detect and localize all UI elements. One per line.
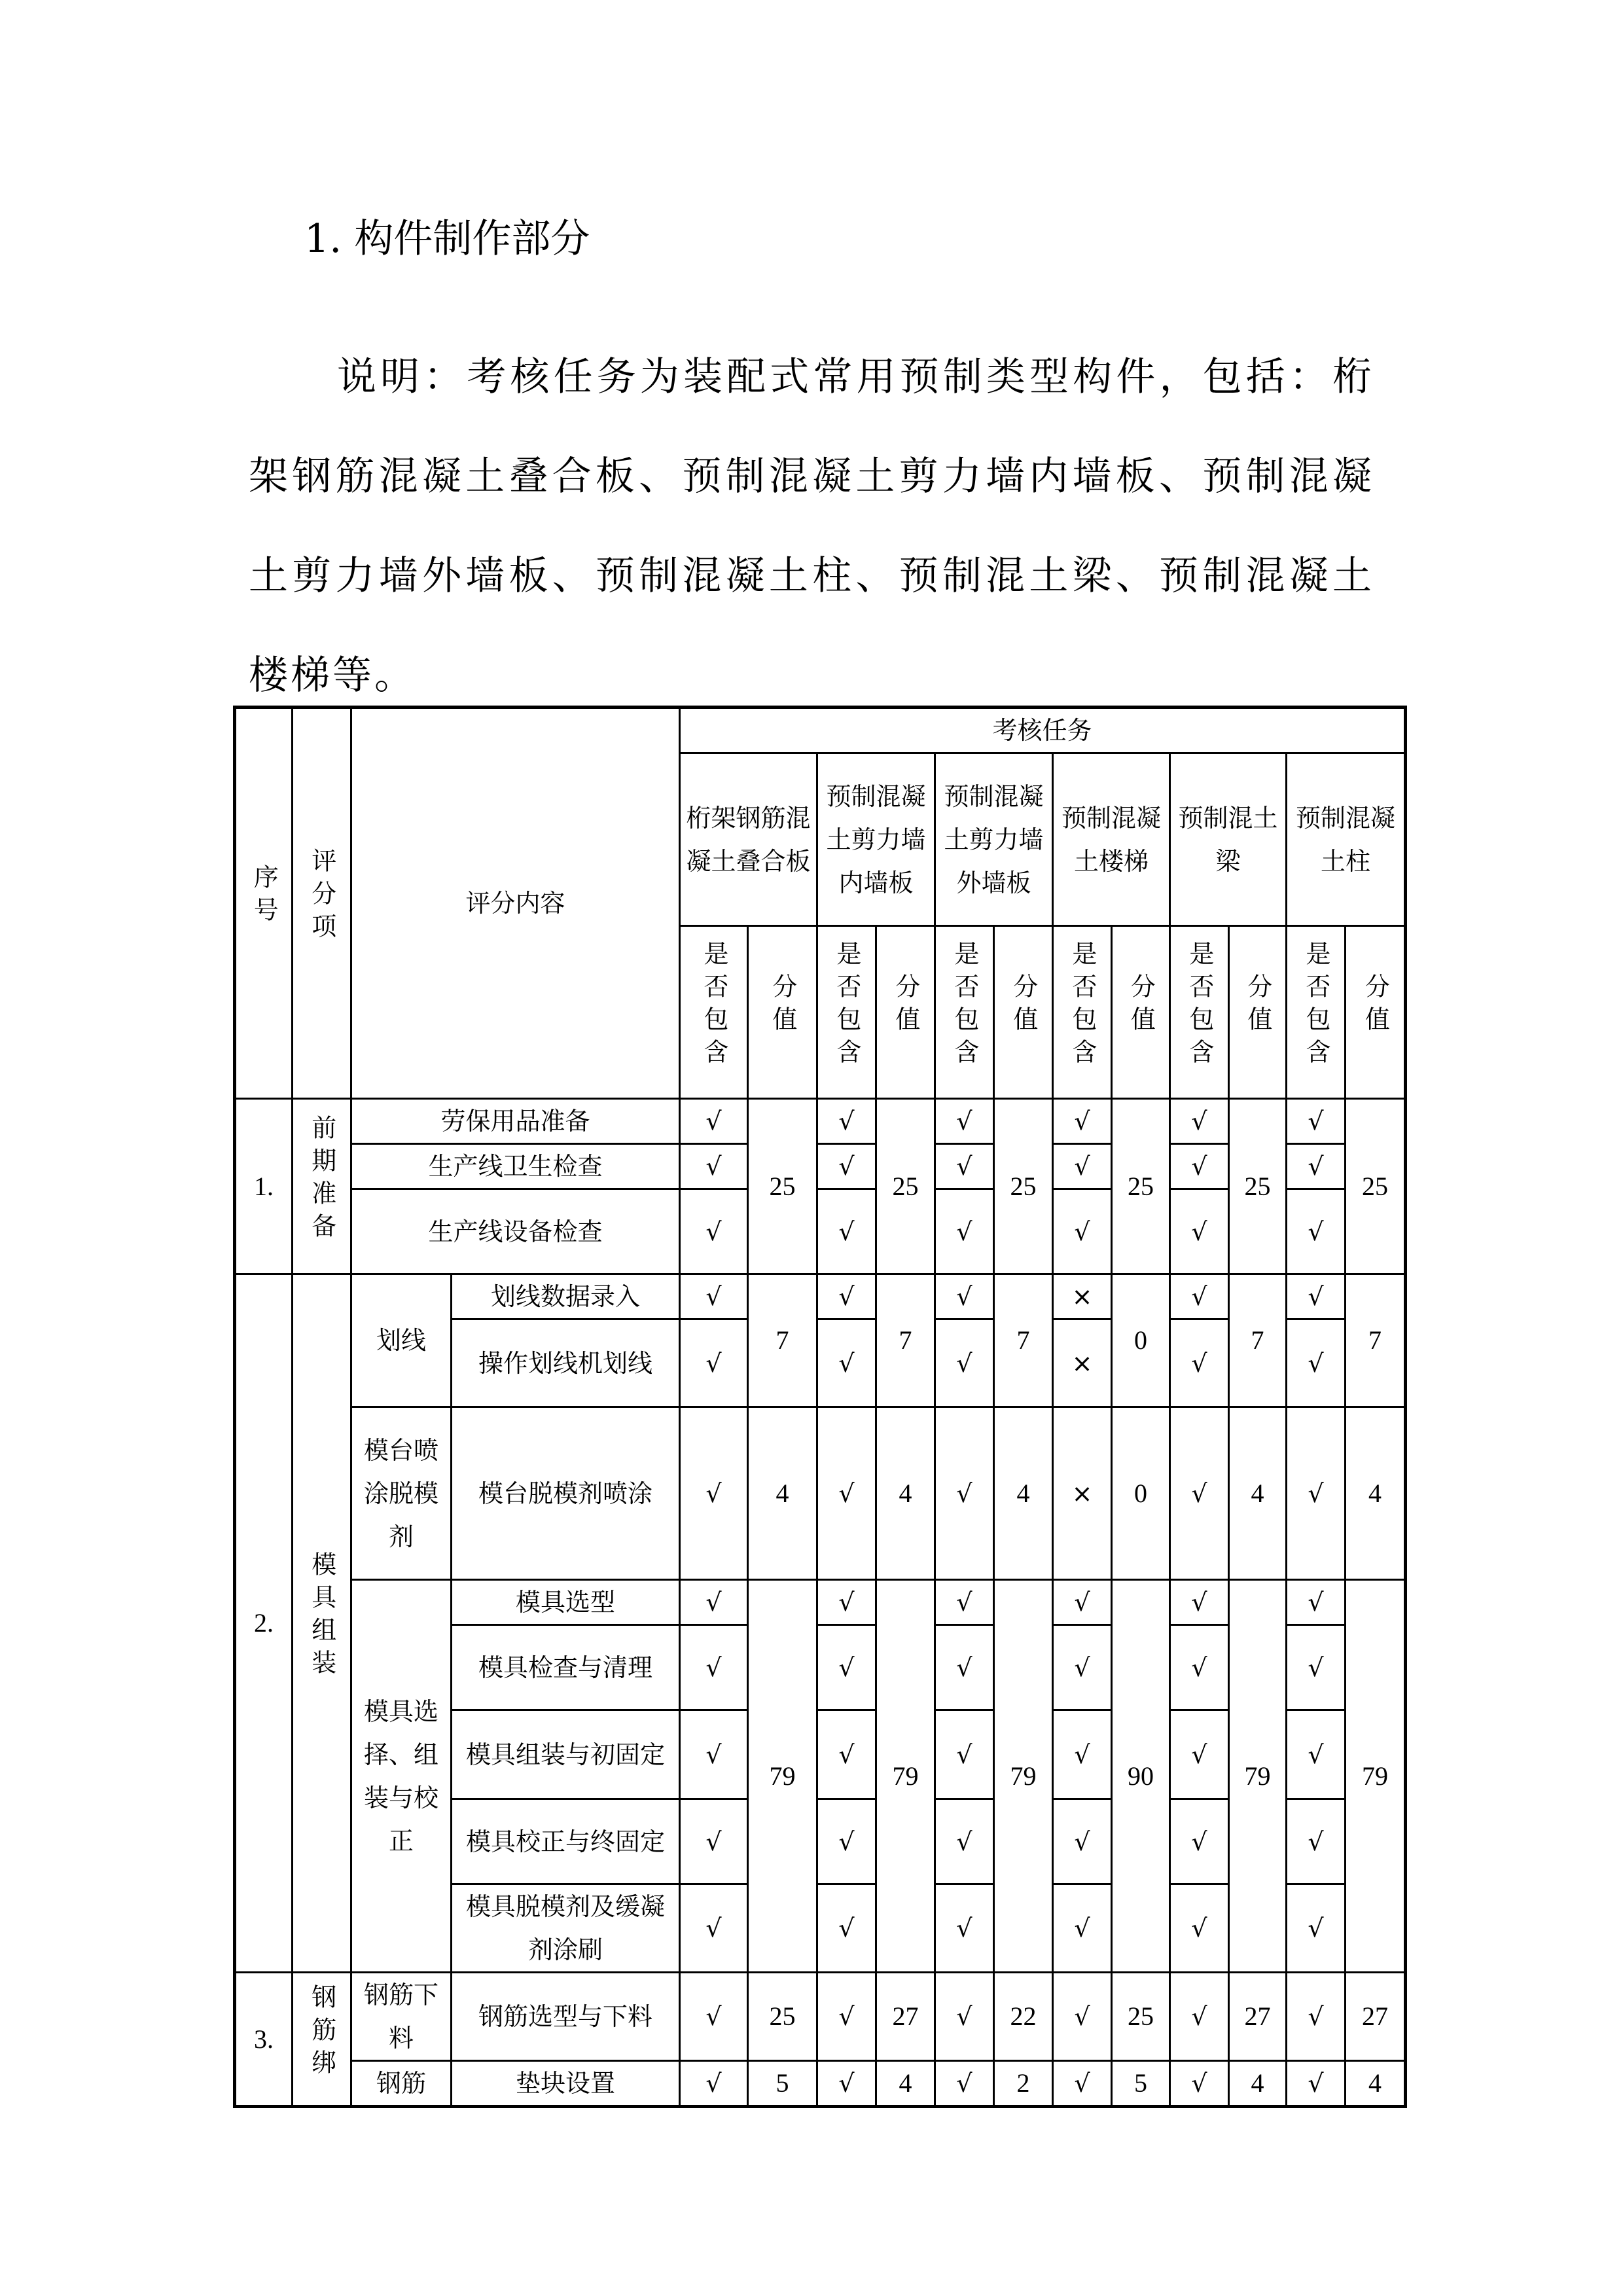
- header-included-2: 是否包含: [935, 926, 994, 1099]
- row-content: 操作划线机划线: [452, 1319, 680, 1407]
- score-value: 79: [876, 1580, 935, 1973]
- row-subitem: 钢筋: [351, 2061, 452, 2107]
- score-value: 27: [1346, 1973, 1406, 2061]
- row-content: 生产线设备检查: [351, 1189, 680, 1274]
- score-value: 0: [1112, 1407, 1170, 1580]
- included-mark: √: [1053, 1099, 1112, 1144]
- included-mark: √: [1170, 1710, 1229, 1799]
- row-item: 钢筋绑: [293, 1973, 351, 2107]
- included-mark: √: [935, 1144, 994, 1189]
- score-value: 5: [748, 2061, 817, 2107]
- table-row: [235, 1973, 1406, 2061]
- included-mark: √: [1287, 1973, 1346, 2061]
- included-mark: √: [817, 1099, 876, 1144]
- table-row: [235, 1580, 1406, 1625]
- included-mark: √: [1287, 1099, 1346, 1144]
- score-value: 25: [1112, 1973, 1170, 2061]
- included-mark: √: [817, 1580, 876, 1625]
- score-value: 7: [1346, 1274, 1406, 1407]
- included-mark: √: [817, 1319, 876, 1407]
- included-mark: ×: [1053, 1274, 1112, 1319]
- table-row: [235, 2061, 1406, 2107]
- row-subitem: 钢筋下料: [351, 1973, 452, 2061]
- included-mark: √: [680, 1625, 748, 1710]
- score-value: 79: [994, 1580, 1053, 1973]
- included-mark: √: [680, 1099, 748, 1144]
- header-score-3: 分值: [1112, 926, 1170, 1099]
- score-value: 4: [1229, 1407, 1287, 1580]
- row-item: 前期准备: [293, 1099, 351, 1274]
- row-content: 模具选型: [452, 1580, 680, 1625]
- header-score-4: 分值: [1229, 926, 1287, 1099]
- score-value: 79: [1346, 1580, 1406, 1973]
- header-score-1: 分值: [876, 926, 935, 1099]
- included-mark: √: [817, 1799, 876, 1884]
- included-mark: √: [935, 1973, 994, 2061]
- row-item: 模具组装: [293, 1274, 351, 1973]
- included-mark: ×: [1053, 1319, 1112, 1407]
- header-task-5: 预制混凝土柱: [1287, 753, 1406, 926]
- row-content: 模具校正与终固定: [452, 1799, 680, 1884]
- row-content: 划线数据录入: [452, 1274, 680, 1319]
- included-mark: √: [680, 1710, 748, 1799]
- included-mark: √: [680, 1319, 748, 1407]
- included-mark: √: [1170, 1799, 1229, 1884]
- table-row: [235, 1099, 1406, 1144]
- included-mark: √: [680, 1407, 748, 1580]
- header-task-group: 考核任务: [680, 708, 1406, 753]
- section-heading: 1. 构件制作部分: [304, 216, 590, 262]
- header-included-5: 是否包含: [1287, 926, 1346, 1099]
- included-mark: √: [935, 1580, 994, 1625]
- score-value: 4: [1346, 1407, 1406, 1580]
- included-mark: √: [935, 1407, 994, 1580]
- score-value: 25: [1112, 1099, 1170, 1274]
- included-mark: √: [1170, 1884, 1229, 1973]
- header-included-0: 是否包含: [680, 926, 748, 1099]
- row-content: 垫块设置: [452, 2061, 680, 2107]
- included-mark: √: [1170, 1144, 1229, 1189]
- description-paragraph: 说明：考核任务为装配式常用预制类型构件，包括：桁架钢筋混凝土叠合板、预制混凝土剪力墙内墙板、预制混凝土剪力墙外墙板、预制混凝土柱、预制混土梁、预制混凝土楼梯等。: [249, 354, 1374, 698]
- score-value: 4: [1229, 2061, 1287, 2107]
- score-value: 4: [994, 1407, 1053, 1580]
- included-mark: √: [1053, 1884, 1112, 1973]
- included-mark: √: [1287, 1884, 1346, 1973]
- score-value: 4: [876, 1407, 935, 1580]
- header-score-5: 分值: [1346, 926, 1406, 1099]
- included-mark: √: [1170, 1580, 1229, 1625]
- header-task-1: 预制混凝土剪力墙内墙板: [817, 753, 935, 926]
- included-mark: √: [1287, 2061, 1346, 2107]
- row-content: 模台脱模剂喷涂: [452, 1407, 680, 1580]
- score-value: 90: [1112, 1580, 1170, 1973]
- included-mark: ×: [1053, 1407, 1112, 1580]
- score-value: 7: [1229, 1274, 1287, 1407]
- header-task-0: 桁架钢筋混凝土叠合板: [680, 753, 817, 926]
- score-value: 27: [876, 1973, 935, 2061]
- row-content: 模具脱模剂及缓凝剂涂刷: [452, 1884, 680, 1973]
- included-mark: √: [680, 1144, 748, 1189]
- score-value: 4: [876, 2061, 935, 2107]
- score-value: 25: [876, 1099, 935, 1274]
- score-value: 25: [748, 1973, 817, 2061]
- row-seq: 2.: [235, 1274, 293, 1973]
- score-value: 4: [1346, 2061, 1406, 2107]
- included-mark: √: [1170, 1099, 1229, 1144]
- header-score-0: 分值: [748, 926, 817, 1099]
- score-value: 79: [748, 1580, 817, 1973]
- included-mark: √: [680, 1274, 748, 1319]
- header-included-4: 是否包含: [1170, 926, 1229, 1099]
- row-seq: 3.: [235, 1973, 293, 2107]
- included-mark: √: [817, 1710, 876, 1799]
- score-value: 25: [994, 1099, 1053, 1274]
- included-mark: √: [1053, 1973, 1112, 2061]
- included-mark: √: [935, 1189, 994, 1274]
- included-mark: √: [1170, 1189, 1229, 1274]
- included-mark: √: [680, 2061, 748, 2107]
- included-mark: √: [1287, 1189, 1346, 1274]
- included-mark: √: [935, 2061, 994, 2107]
- included-mark: √: [1287, 1580, 1346, 1625]
- included-mark: √: [817, 1407, 876, 1580]
- included-mark: √: [1053, 1144, 1112, 1189]
- included-mark: √: [1170, 1274, 1229, 1319]
- included-mark: √: [1287, 1144, 1346, 1189]
- included-mark: √: [1053, 2061, 1112, 2107]
- scoring-table: [233, 706, 1407, 2108]
- header-row-group: [235, 708, 1406, 753]
- included-mark: √: [817, 1625, 876, 1710]
- included-mark: √: [1170, 1407, 1229, 1580]
- header-included-3: 是否包含: [1053, 926, 1112, 1099]
- included-mark: √: [1287, 1710, 1346, 1799]
- included-mark: √: [935, 1319, 994, 1407]
- included-mark: √: [1053, 1799, 1112, 1884]
- included-mark: √: [680, 1189, 748, 1274]
- included-mark: √: [1170, 1319, 1229, 1407]
- included-mark: √: [680, 1799, 748, 1884]
- included-mark: √: [935, 1099, 994, 1144]
- included-mark: √: [817, 1144, 876, 1189]
- included-mark: √: [1053, 1710, 1112, 1799]
- included-mark: √: [1287, 1625, 1346, 1710]
- header-score-2: 分值: [994, 926, 1053, 1099]
- included-mark: √: [1287, 1799, 1346, 1884]
- included-mark: √: [935, 1710, 994, 1799]
- score-value: 4: [748, 1407, 817, 1580]
- included-mark: √: [1053, 1580, 1112, 1625]
- score-value: 7: [994, 1274, 1053, 1407]
- score-value: 25: [1229, 1099, 1287, 1274]
- included-mark: √: [817, 1189, 876, 1274]
- included-mark: √: [1170, 1625, 1229, 1710]
- row-content: 模具检查与清理: [452, 1625, 680, 1710]
- score-value: 2: [994, 2061, 1053, 2107]
- included-mark: √: [1053, 1625, 1112, 1710]
- score-value: 7: [748, 1274, 817, 1407]
- included-mark: √: [1287, 1407, 1346, 1580]
- included-mark: √: [1053, 1189, 1112, 1274]
- row-subitem: 划线: [351, 1274, 452, 1407]
- row-content: 钢筋选型与下料: [452, 1973, 680, 2061]
- score-value: 22: [994, 1973, 1053, 2061]
- score-value: 5: [1112, 2061, 1170, 2107]
- row-subitem: 模台喷涂脱模剂: [351, 1407, 452, 1580]
- included-mark: √: [1170, 1973, 1229, 2061]
- included-mark: √: [817, 1973, 876, 2061]
- included-mark: √: [680, 1580, 748, 1625]
- header-task-2: 预制混凝土剪力墙外墙板: [935, 753, 1053, 926]
- row-subitem: 模具选择、组装与校正: [351, 1580, 452, 1973]
- included-mark: √: [935, 1884, 994, 1973]
- header-task-4: 预制混土梁: [1170, 753, 1287, 926]
- score-value: 79: [1229, 1580, 1287, 1973]
- included-mark: √: [1287, 1274, 1346, 1319]
- score-value: 25: [1346, 1099, 1406, 1274]
- included-mark: √: [935, 1274, 994, 1319]
- row-seq: 1.: [235, 1099, 293, 1274]
- score-value: 0: [1112, 1274, 1170, 1407]
- row-content: 模具组装与初固定: [452, 1710, 680, 1799]
- table-row: [235, 1407, 1406, 1580]
- row-content: 劳保用品准备: [351, 1099, 680, 1144]
- included-mark: √: [817, 1884, 876, 1973]
- header-item: 评分项: [293, 708, 351, 1099]
- included-mark: √: [817, 1274, 876, 1319]
- table-row: [235, 1274, 1406, 1319]
- included-mark: √: [1287, 1319, 1346, 1407]
- included-mark: √: [935, 1799, 994, 1884]
- included-mark: √: [680, 1973, 748, 2061]
- included-mark: √: [1170, 2061, 1229, 2107]
- score-value: 7: [876, 1274, 935, 1407]
- included-mark: √: [817, 2061, 876, 2107]
- row-content: 生产线卫生检查: [351, 1144, 680, 1189]
- header-task-3: 预制混凝土楼梯: [1053, 753, 1170, 926]
- header-seq: 序号: [235, 708, 293, 1099]
- score-value: 25: [748, 1099, 817, 1274]
- included-mark: √: [935, 1625, 994, 1710]
- included-mark: √: [680, 1884, 748, 1973]
- score-value: 27: [1229, 1973, 1287, 2061]
- header-content: 评分内容: [351, 708, 680, 1099]
- header-included-1: 是否包含: [817, 926, 876, 1099]
